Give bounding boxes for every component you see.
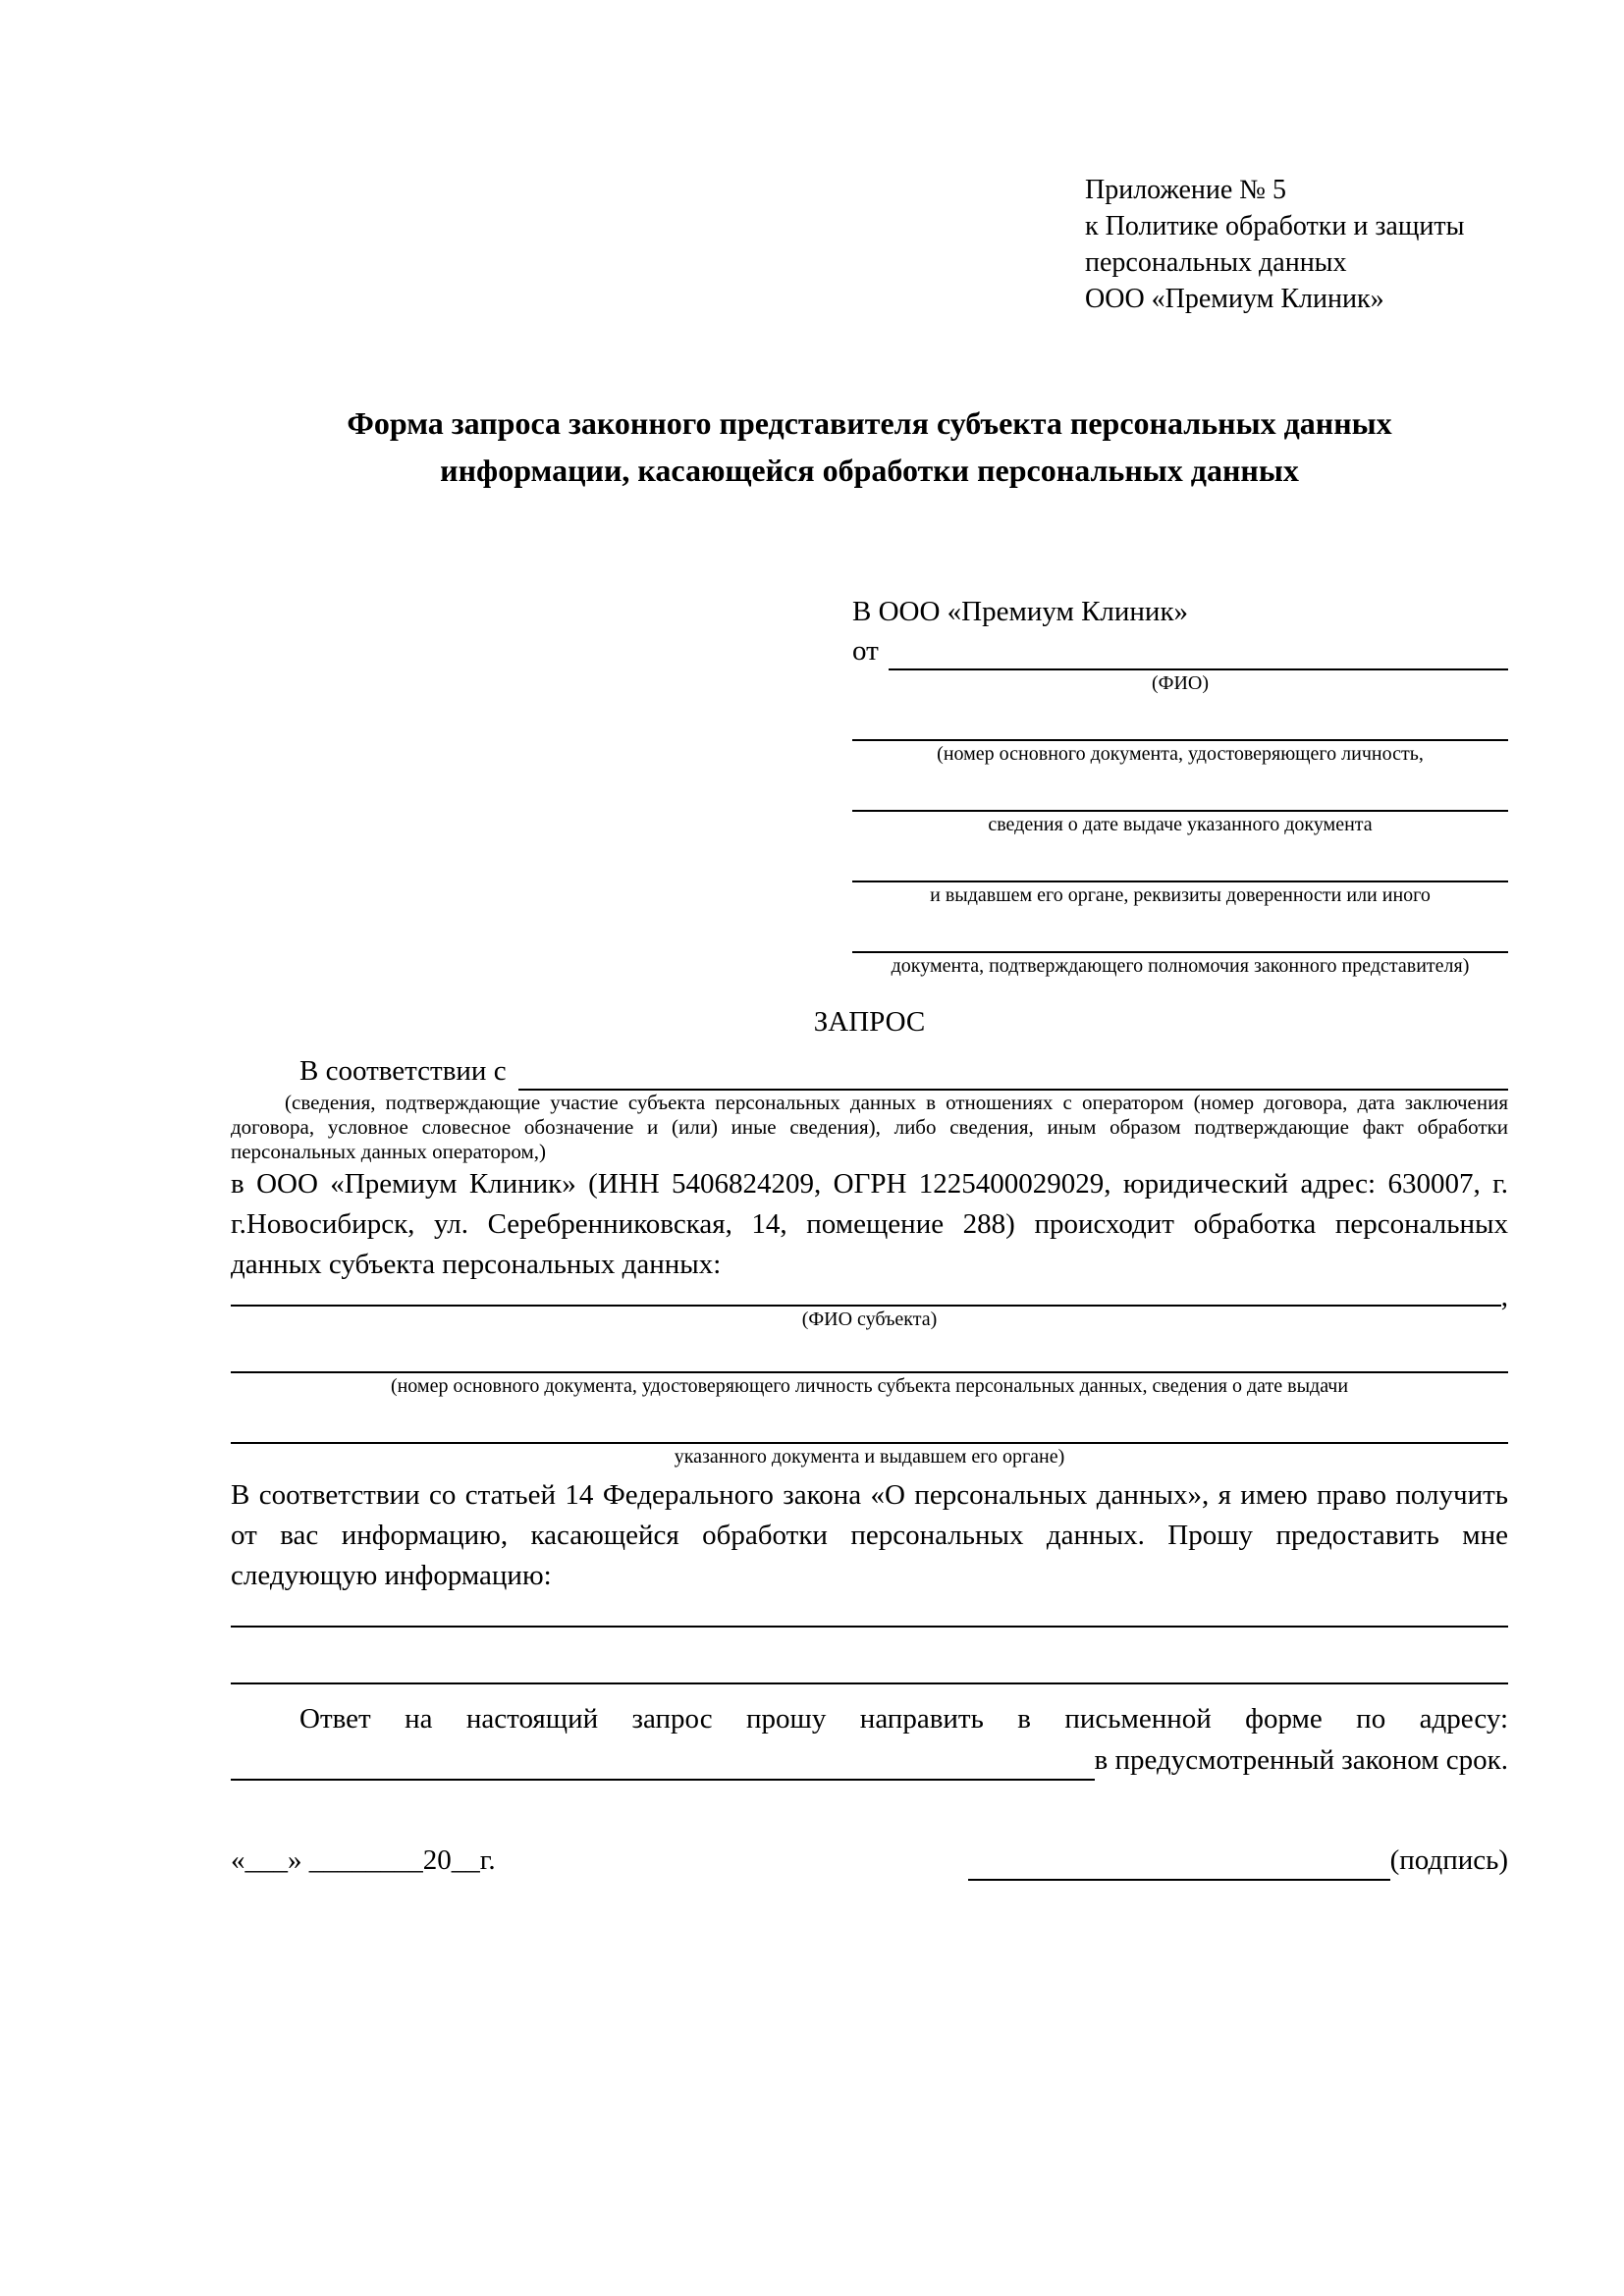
representative-doc-caption-4: документа, подтверждающего полномочия законного представителя) [891,955,1470,977]
document-title-line-1: Форма запроса законного представителя субъекта персональных данных [347,405,1392,441]
representative-doc-caption-2: сведения о дате выдаче указанного документа [988,814,1373,835]
appendix-note-line: Приложение № 5 [1085,175,1286,205]
addressee-block [852,592,1508,979]
representative-doc-field-3[interactable] [852,843,1508,882]
representative-doc-field-2[interactable] [852,773,1508,812]
accordance-caption: (сведения, подтверждающие участие субъекта персональных данных в отношениях с оператором (номер договора, дата заключения договора, условное словесное обозначение и (или) иные сведения), либо сведения, иным образом подтверждающие факт обработки персональных данных оператором,) [231,1091,1508,1163]
fio-caption: (ФИО) [1151,672,1209,694]
law-paragraph: В соответствии со статьей 14 Федерального закона «О персональных данных», я имею право получить от вас информацию, касающейся обработки персональных данных. Прошу предоставить мне следующую информацию: [231,1479,1508,1591]
appendix-note-line: ООО «Премиум Клиник» [1085,284,1384,314]
date-field[interactable]: «___» ________20__г. [231,1844,496,1876]
representative-doc-field-1[interactable] [852,702,1508,741]
representative-doc-caption-1: (номер основного документа, удостоверяющего личность, [937,743,1424,765]
subject-doc-field-1[interactable] [231,1332,1508,1373]
accordance-label: В соответствии с [299,1055,507,1087]
reply-address-row [231,1739,1508,1781]
subject-fio-caption: (ФИО субъекта) [801,1308,938,1330]
subject-fio-comma: , [1500,1281,1508,1312]
representative-doc-field-4[interactable] [852,914,1508,953]
info-request-field-2[interactable] [231,1628,1508,1684]
request-heading: ЗАПРОС [813,1006,926,1038]
document-title [231,400,1508,494]
fio-field[interactable] [889,635,1508,670]
from-label: от [852,635,879,667]
signature-field[interactable] [968,1843,1390,1881]
subject-fio-row [231,1281,1508,1312]
signature-caption: (подпись) [1389,1844,1508,1876]
appendix-note [1085,172,1508,317]
info-request-field-1[interactable] [231,1610,1508,1628]
footer-row [231,1840,1508,1881]
addressee-from-row [852,631,1508,670]
reply-tail: в предусмотренный законом срок. [1094,1744,1508,1776]
signature-group [968,1840,1508,1881]
reply-paragraph: Ответ на настоящий запрос прошу направить в письменной форме по адресу: [299,1703,1508,1735]
addressee-to: В ООО «Премиум Клиник» [852,596,1189,627]
reply-address-field[interactable] [231,1743,1095,1781]
appendix-note-line: к Политике обработки и защиты [1085,211,1465,241]
subject-fio-field[interactable] [231,1291,1501,1307]
subject-doc-caption-2: указанного документа и выдавшем его органе) [674,1446,1065,1468]
representative-doc-caption-3: и выдавшем его органе, реквизиты доверенности или иного [930,884,1431,906]
subject-doc-caption-1: (номер основного документа, удостоверяющего личность субъекта персональных данных, сведения о дате выдачи [390,1375,1349,1397]
accordance-row [231,1051,1508,1091]
accordance-field[interactable] [518,1055,1508,1091]
operator-paragraph: в ООО «Премиум Клиник» (ИНН 5406824209, ОГРН 1225400029029, юридический адрес: 630007, г. г.Новосибирск, ул. Серебренниковская, 14, помещение 288) происходит обработка персональных данных субъекта персональных данных: [231,1168,1508,1280]
appendix-note-line: персональных данных [1085,247,1347,278]
subject-doc-field-2[interactable] [231,1405,1508,1444]
document-title-line-2: информации, касающейся обработки персональных данных [440,453,1299,488]
